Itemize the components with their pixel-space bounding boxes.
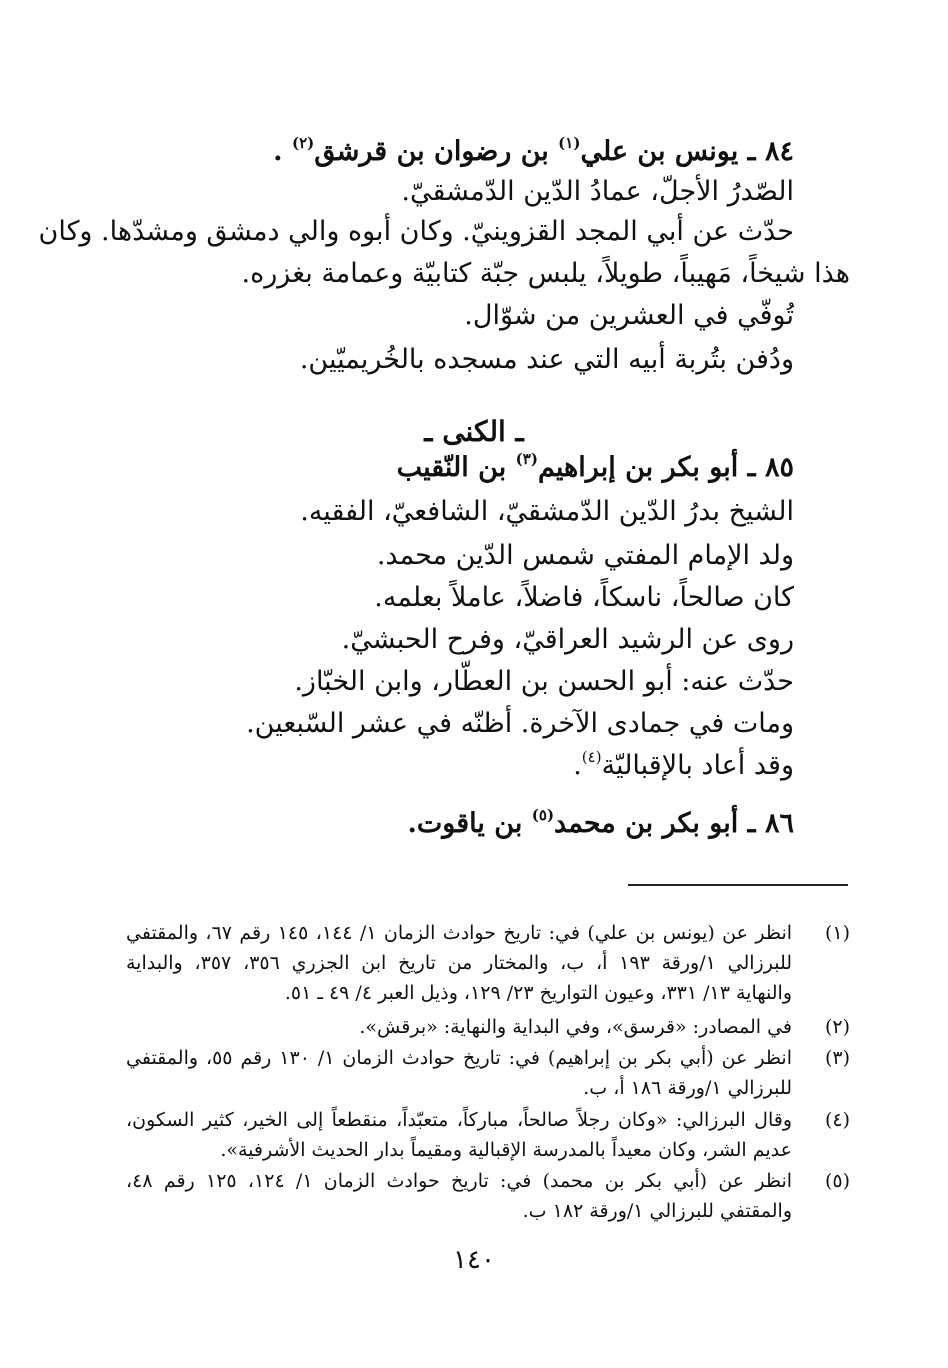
- footnote-line: عديم الشر، وكان معيداً بالمدرسة الإقبالية ومقيماً بدار الحديث الأشرفية».: [220, 1139, 792, 1161]
- entry-85-line: ولد الإمام المفتي شمس الدّين محمد.: [376, 540, 794, 571]
- footnote-1: [126, 918, 850, 1010]
- footnote-ref-1: (١): [558, 134, 581, 152]
- entry-85-line: الشيخ بدرُ الدّين الدّمشقيّ، الشافعيّ، الفقيه.: [300, 496, 794, 527]
- entry-85-line: روى عن الرشيد العراقيّ، وفرح الحبشيّ.: [341, 624, 794, 655]
- entry-84-line: هذا شيخاً، مَهيباً، طويلاً، يلبس جبّة كتابيّة وعمامة بغزره.: [241, 258, 850, 289]
- footnote-ref-3: (٣): [515, 450, 538, 468]
- footnote-ref-5: (٥): [531, 806, 555, 824]
- footnote-line: للبرزالي ١/ورقة ١٩٣ أ، ب، والمختار من تاريخ ابن الجزري ٣٥٦، ٣٥٧، والبداية: [126, 952, 793, 974]
- footnote-2: [126, 1012, 850, 1042]
- footnote-divider: [628, 884, 848, 886]
- entry-84-line: حدّث عن أبي المجد القزوينيّ. وكان أبوه والي دمشق ومشدّها. وكان: [38, 216, 794, 247]
- footnote-number: (٥): [824, 1170, 850, 1192]
- entry-84-line: الصّدرُ الأجلّ، عمادُ الدّين الدّمشقيّ.: [401, 176, 794, 207]
- footnote-number: (٣): [824, 1047, 850, 1069]
- footnote-line: انظر عن (يونس بن علي) في: تاريخ حوادث الزمان ١/ ١٤٤، ١٤٥ رقم ٦٧، والمقتفي: [126, 922, 793, 944]
- entry-85-line: ومات في جمادى الآخرة. أظنّه في عشر السّبعين.: [246, 708, 794, 739]
- footnote-line: في المصادر: «قرسق»، وفي البداية والنهاية: «برقش».: [359, 1016, 792, 1038]
- footnote-3: [126, 1043, 850, 1103]
- footnote-4: [126, 1105, 850, 1165]
- footnote-5: [126, 1166, 850, 1226]
- entry-85-line: وقد أعاد بالإقباليّة$^{(٤)}$.: [573, 748, 794, 781]
- footnote-line: وقال البرزالي: «وكان رجلاً صالحاً، مباركاً، متعبّداً، منقطعاً إلى الخير، كثير السكون،: [126, 1109, 792, 1131]
- footnote-line: انظر عن (أبي بكر بن إبراهيم) في: تاريخ حوادث الزمان ١/ ١٣٠ رقم ٥٥، والمقتفي: [126, 1047, 792, 1069]
- entry-84-line: تُوفّي في العشرين من شوّال.: [464, 300, 794, 331]
- entry-86-heading: ٨٦ ـ أبو بكر بن محمد$^{(٥)}$ بن ياقوت.: [407, 806, 794, 839]
- footnote-line: للبرزالي ١/ورقة ١٨٦ أ، ب.: [583, 1077, 792, 1099]
- footnote-line: والمقتفي للبرزالي ١/ورقة ١٨٢ ب.: [522, 1200, 792, 1222]
- entry-85-line: حدّث عنه: أبو الحسن بن العطّار، وابن الخبّاز.: [294, 666, 794, 697]
- footnote-line: والنهاية ١٣/ ٣٣١، وعيون التواريخ ٢٣/ ١٢٩، وذيل العبر ٤/ ٤٩ ـ ٥١.: [284, 982, 792, 1004]
- footnote-ref-2: (٢): [291, 134, 315, 152]
- entry-85-heading: ٨٥ ـ أبو بكر بن إبراهيم$^{(٣)}$ بن النّقيب: [396, 450, 794, 483]
- footnote-ref-4: (٤): [581, 748, 602, 766]
- footnote-number: (١): [824, 922, 850, 944]
- entry-85-line: كان صالحاً، ناسكاً، فاضلاً، عاملاً بعلمه.: [374, 582, 794, 613]
- footnote-number: (٢): [824, 1016, 850, 1038]
- entry-84-heading: ٨٤ ـ يونس بن علي$^{(١)}$ بن رضوان بن قرشق$^{(٢)}$ .: [273, 134, 794, 167]
- entry-84-line: ودُفن بتُربة أبيه التي عند مسجده بالخُريميّين.: [299, 344, 794, 375]
- page-number: ١٤٠: [453, 1245, 495, 1275]
- footnote-line: انظر عن (أبي بكر بن محمد) في: تاريخ حوادث الزمان ١/ ١٢٤، ١٢٥ رقم ٤٨،: [126, 1170, 793, 1192]
- footnote-number: (٤): [824, 1109, 850, 1131]
- section-title: ـ الكنى ـ: [424, 415, 524, 448]
